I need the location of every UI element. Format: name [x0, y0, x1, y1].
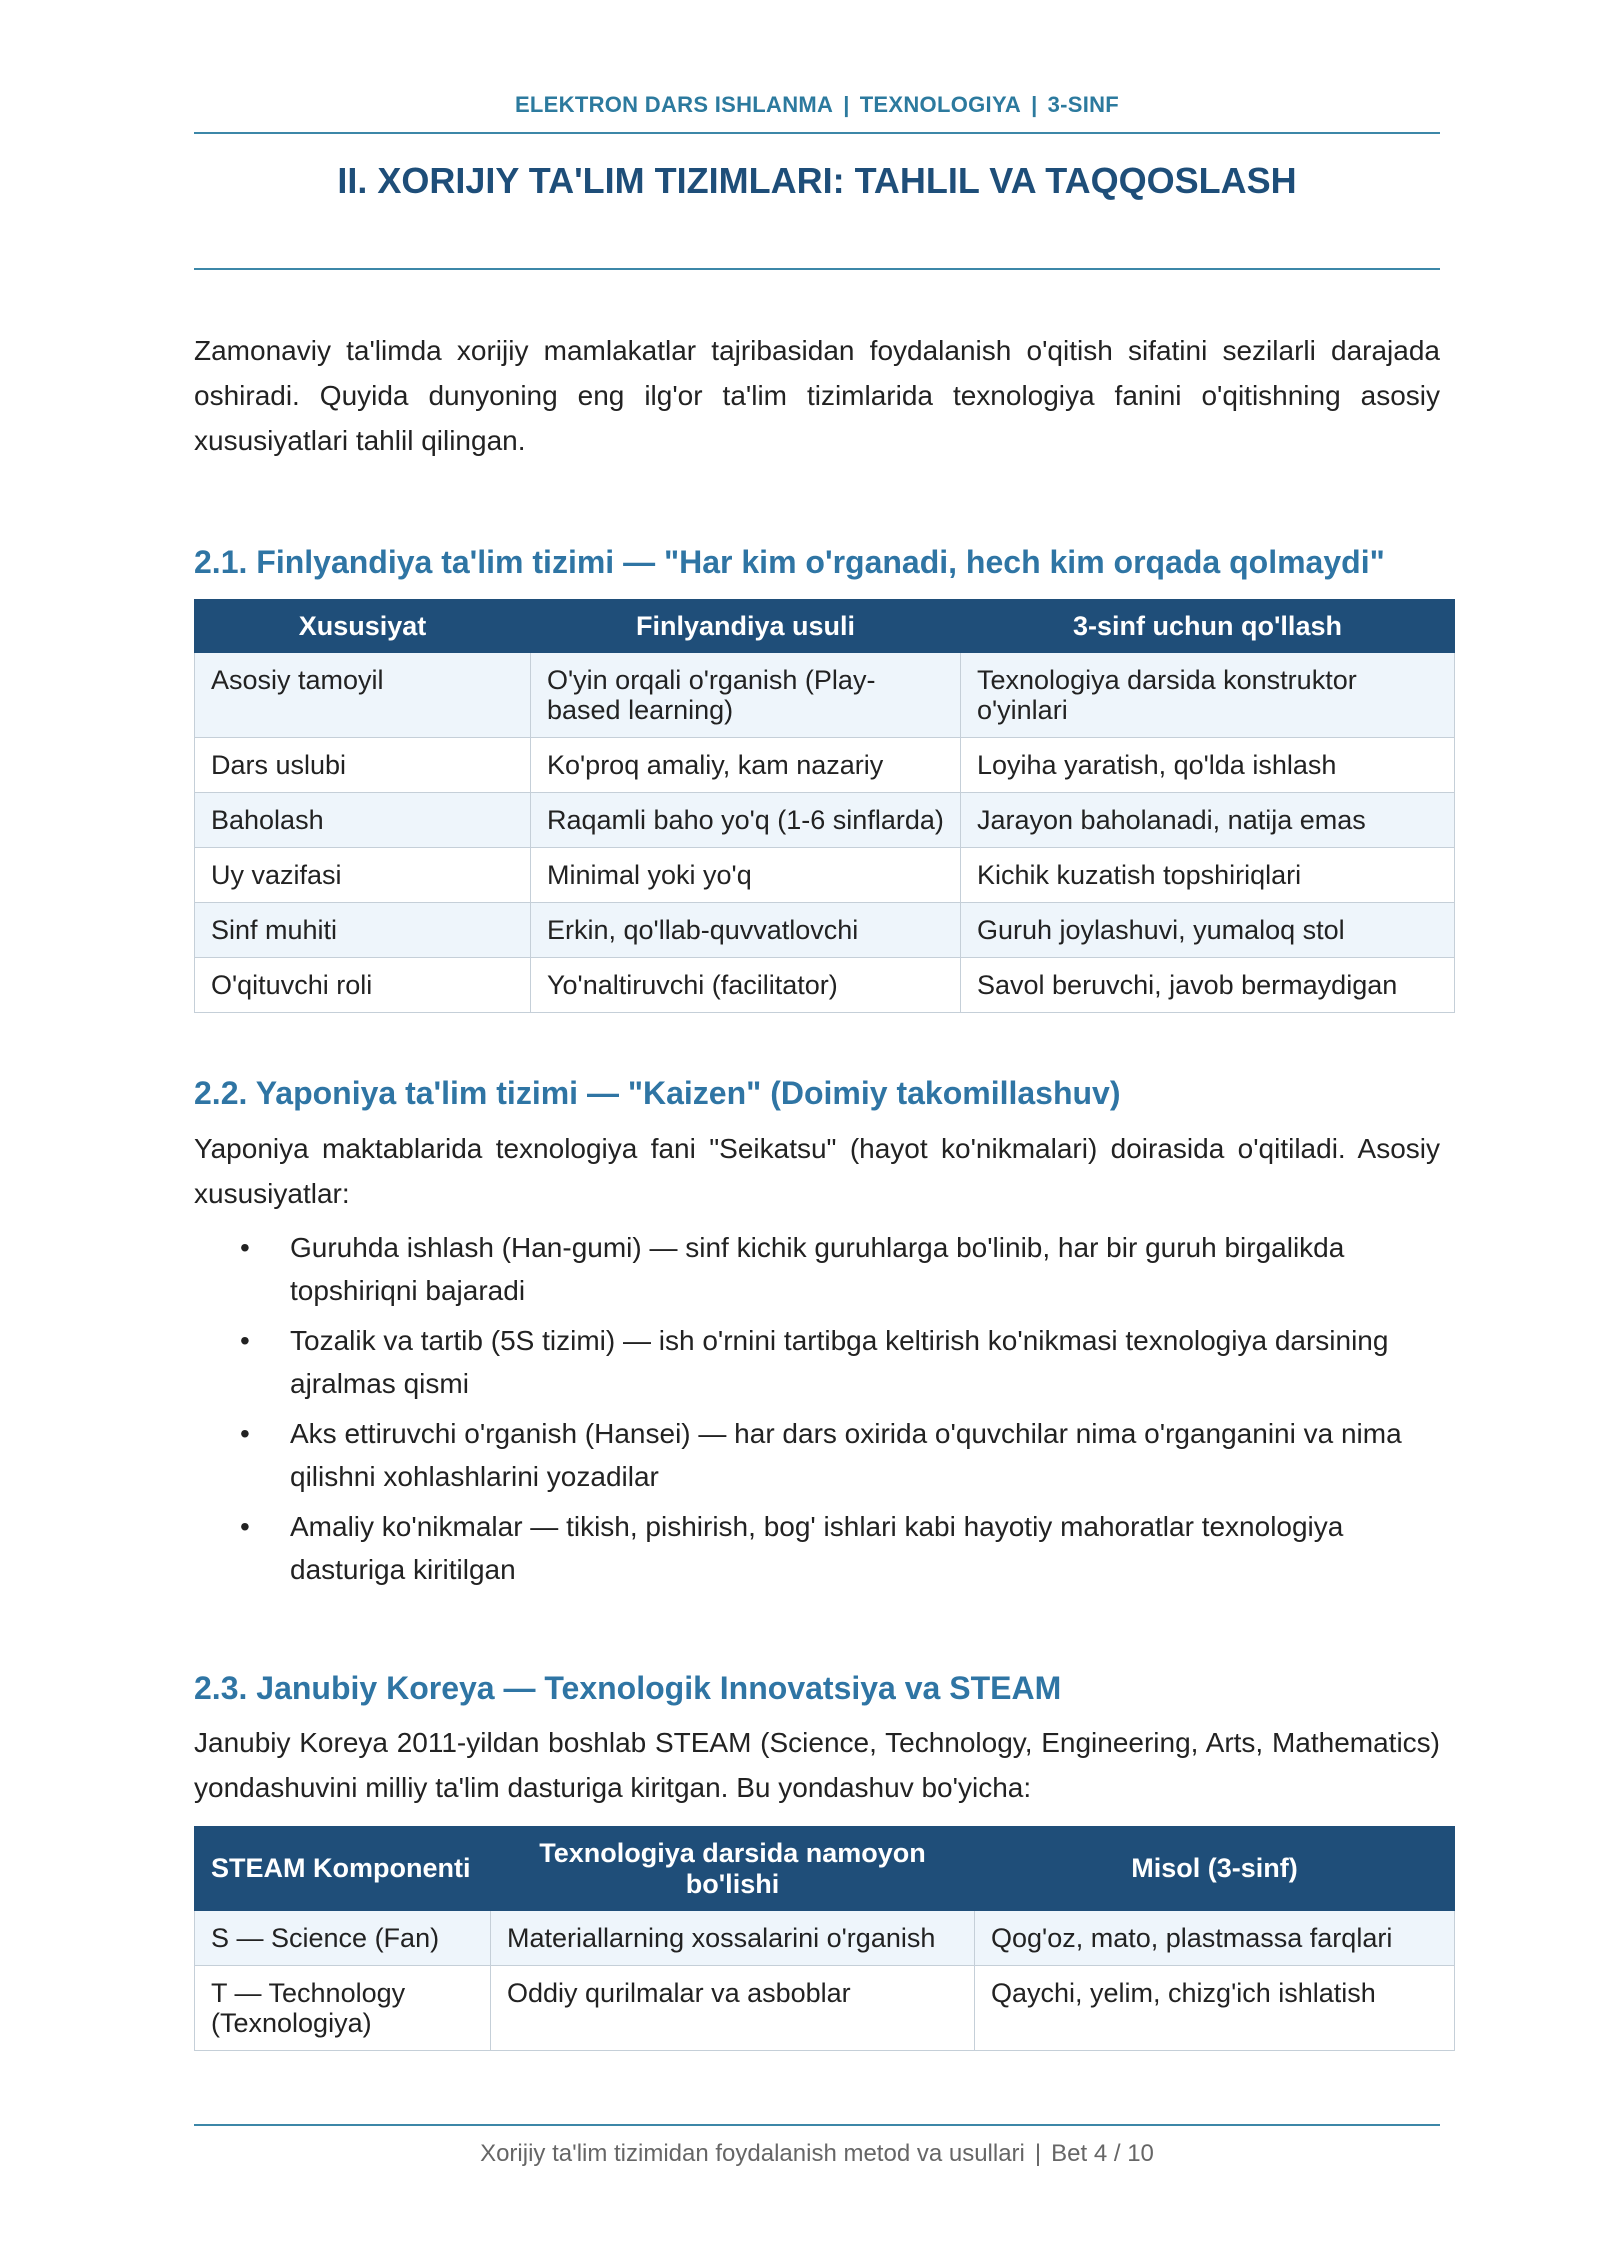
table-row — [195, 958, 1455, 1013]
table-cell: Loyiha yaratish, qo'lda ishlash — [961, 738, 1455, 793]
column-header: Finlyandiya usuli — [531, 600, 961, 653]
table-row — [195, 738, 1455, 793]
table-cell: Kichik kuzatish topshiriqlari — [961, 848, 1455, 903]
table-cell: Savol beruvchi, javob bermaydigan — [961, 958, 1455, 1013]
table-cell: Erkin, qo'llab-quvvatlovchi — [531, 903, 961, 958]
table-cell: Qog'oz, mato, plastmassa farqlari — [975, 1911, 1455, 1966]
footer-text: Xorijiy ta'lim tizimidan foydalanish metod va usullari — [480, 2140, 1025, 2167]
table-cell: Materiallarning xossalarini o'rganish — [491, 1911, 975, 1966]
table-cell: S — Science (Fan) — [195, 1911, 491, 1966]
table-cell: O'yin orqali o'rganish (Play-based learning) — [531, 653, 961, 738]
header-divider — [194, 132, 1440, 134]
table-row — [195, 903, 1455, 958]
bullet-marker: • — [240, 1418, 250, 1449]
japan-intro-paragraph: Yaponiya maktablarida texnologiya fani "Seikatsu" (hayot ko'nikmalari) doirasida o'qitiladi. Asosiy xususiyatlar: — [194, 1133, 1440, 1209]
list-item — [194, 1412, 1440, 1498]
table-row — [195, 1911, 1455, 1966]
header-subject: TEXNOLOGIYA — [859, 92, 1022, 117]
list-item-text: Guruhda ishlash (Han-gumi) — sinf kichik guruhlarga bo'linib, har bir guruh birgalikda topshiriqni bajaradi — [290, 1232, 1345, 1306]
list-item-text: Aks ettiruvchi o'rganish (Hansei) — har dars oxirida o'quvchilar nima o'rganganini va nima qilishni xohlashlarini yozadilar — [290, 1418, 1402, 1492]
bullet-marker: • — [240, 1232, 250, 1263]
table-row — [195, 1966, 1455, 2051]
table-cell: Uy vazifasi — [195, 848, 531, 903]
table-cell: Texnologiya darsida konstruktor o'yinlari — [961, 653, 1455, 738]
table-cell: O'qituvchi roli — [195, 958, 531, 1013]
table-cell: Minimal yoki yo'q — [531, 848, 961, 903]
table-row — [195, 848, 1455, 903]
table-cell: Baholash — [195, 793, 531, 848]
list-item — [194, 1505, 1440, 1591]
page-total: 10 — [1127, 2140, 1154, 2167]
column-header: Texnologiya darsida namoyon bo'lishi — [491, 1827, 975, 1911]
table-cell: Guruh joylashuvi, yumaloq stol — [961, 903, 1455, 958]
japan-feature-list — [194, 1226, 1440, 1598]
table-cell: Yo'naltiruvchi (facilitator) — [531, 958, 961, 1013]
table-cell: Asosiy tamoyil — [195, 653, 531, 738]
table-row — [195, 653, 1455, 738]
header-separator: | — [843, 92, 850, 117]
table-cell: Qaychi, yelim, chizg'ich ishlatish — [975, 1966, 1455, 2051]
header-separator: | — [1031, 92, 1038, 117]
bullet-marker: • — [240, 1325, 250, 1356]
table-cell: Dars uslubi — [195, 738, 531, 793]
column-header: 3-sinf uchun qo'llash — [961, 600, 1455, 653]
table-row — [195, 793, 1455, 848]
header-doc-type: ELEKTRON DARS ISHLANMA — [514, 92, 834, 117]
table-cell: T — Technology (Texnologiya) — [195, 1966, 491, 2051]
title-divider — [194, 268, 1440, 270]
section-heading-korea: 2.3. Janubiy Koreya — Texnologik Innovatsiya va STEAM — [194, 1670, 1062, 1706]
column-header: Xususiyat — [195, 600, 531, 653]
table-cell: Sinf muhiti — [195, 903, 531, 958]
table-header-row — [195, 600, 1455, 653]
header-grade: 3-SINF — [1047, 92, 1120, 117]
section-heading-japan: 2.2. Yaponiya ta'lim tizimi — "Kaizen" (Doimiy takomillashuv) — [194, 1075, 1121, 1111]
chapter-title: II. XORIJIY TA'LIM TIZIMLARI: TAHLIL VA TAQQOSLASH — [337, 160, 1297, 201]
page-current: 4 — [1093, 2140, 1108, 2167]
page-footer — [194, 2140, 1440, 2168]
list-item-text: Tozalik va tartib (5S tizimi) — ish o'rnini tartibga keltirish ko'nikmasi texnologiya darsining ajralmas qismi — [290, 1325, 1389, 1399]
table-header-row — [195, 1827, 1455, 1911]
footer-separator: | — [1034, 2140, 1042, 2167]
list-item-text: Amaliy ko'nikmalar — tikish, pishirish, bog' ishlari kabi hayotiy mahoratlar texnologiya dasturiga kiritilgan — [290, 1511, 1344, 1585]
bullet-marker: • — [240, 1511, 250, 1542]
list-item — [194, 1226, 1440, 1312]
section-heading-finland: 2.1. Finlyandiya ta'lim tizimi — "Har kim o'rganadi, hech kim orqada qolmaydi" — [194, 544, 1385, 580]
column-header: STEAM Komponenti — [195, 1827, 491, 1911]
table-cell: Ko'proq amaliy, kam nazariy — [531, 738, 961, 793]
table-cell: Oddiy qurilmalar va asboblar — [491, 1966, 975, 2051]
page-separator: / — [1113, 2140, 1121, 2167]
footer-divider — [194, 2124, 1440, 2126]
running-header — [194, 92, 1440, 118]
column-header: Misol (3-sinf) — [975, 1827, 1455, 1911]
list-item — [194, 1319, 1440, 1405]
page-label: Bet — [1051, 2140, 1088, 2167]
steam-table — [194, 1826, 1455, 2051]
finland-table — [194, 599, 1455, 1013]
table-cell: Jarayon baholanadi, natija emas — [961, 793, 1455, 848]
table-cell: Raqamli baho yo'q (1-6 sinflarda) — [531, 793, 961, 848]
intro-paragraph: Zamonaviy ta'limda xorijiy mamlakatlar tajribasidan foydalanish o'qitish sifatini sezilarli darajada oshiradi. Quyida dunyoning eng ilg'or ta'lim tizimlarida texnologiya fanini o'qitishning asosiy xususiyatlari tahlil qilingan. — [194, 335, 1440, 456]
korea-intro-paragraph: Janubiy Koreya 2011-yildan boshlab STEAM (Science, Technology, Engineering, Arts, Mathematics) yondashuvini milliy ta'lim dasturiga kiritgan. Bu yondashuv bo'yicha: — [194, 1727, 1440, 1803]
